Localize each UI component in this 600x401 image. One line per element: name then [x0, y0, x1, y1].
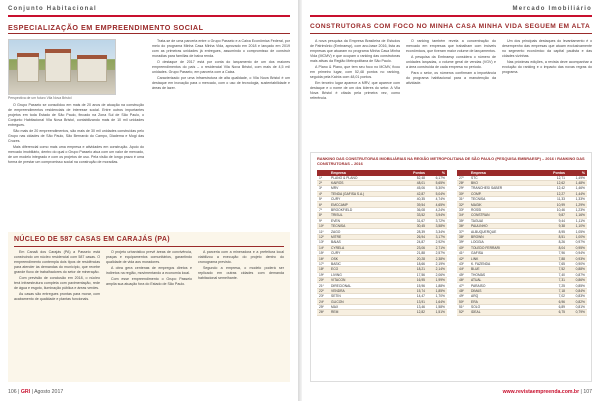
ranking-column-2 — [457, 170, 587, 316]
rank-position: 38º — [459, 234, 464, 239]
score: 42,87 — [416, 191, 425, 196]
company-name: DIMAS — [471, 288, 482, 293]
company-name: KAIRÓS — [331, 181, 344, 186]
company-name: EVEN — [331, 218, 340, 223]
rank-position: 8º — [319, 213, 323, 218]
rank-position: 20º — [319, 278, 324, 283]
company-name: MAGIK — [471, 202, 482, 207]
company-name: LINK — [471, 256, 479, 261]
paragraph: Mais diferencial como mais uma empresa e atividades em construção. Apoio do mercado imobiliário, dentro do qual o Grupo Passeio atua com um valor de mercado, de um modelo integrado e com os projetos de uso. Pela visão de longo prazo é uma forma de prestar um compromisso social na construção de moradias. — [8, 145, 144, 164]
paragraph: A Plano & Plano, que tem seu foco no MCMV, ficou em primeiro lugar, com 52,48 pontos no ranking, seguida pela Kairós com 48,01 pontos. — [310, 65, 400, 79]
percentage: 0,87% — [575, 272, 585, 277]
running-head: Mercado Imobiliário — [512, 6, 592, 12]
percentage: 0,79% — [575, 310, 585, 315]
score: 12,27 — [556, 191, 565, 196]
score: 7,52 — [558, 267, 565, 272]
company-name: DIRECIONAL — [331, 283, 352, 288]
score: 9,87 — [558, 213, 565, 218]
head-rule — [310, 15, 592, 17]
company-name: THOMÁS — [471, 272, 486, 277]
percentage: 5,30% — [435, 186, 445, 191]
score: 13,46 — [416, 305, 425, 310]
score: 18,66 — [416, 261, 425, 266]
percentage: 1,44% — [575, 191, 585, 196]
company-name: ALBUQUERQUE — [471, 229, 497, 234]
article-column-1 — [8, 103, 144, 228]
percentage: 0,86% — [575, 278, 585, 283]
score: 9,44 — [558, 218, 565, 223]
rank-position: 21º — [319, 283, 324, 288]
paragraph: Trata-se de uma parceria entre o Grupo Passeio e a Caixa Econômica Federal, por meio do programa Minha Casa Minha Vida, aprovado em 2018 e lançado em 2019 com as primeiras unidades já entregues, assumindo o compromisso de construir moradias para famílias de baixa renda. — [152, 39, 290, 58]
company-name: SETIN — [331, 294, 341, 299]
company-name: TOLEDO FERRARI — [471, 245, 500, 250]
score: 6,89 — [558, 305, 565, 310]
company-name: BKO — [471, 181, 478, 186]
company-name: BROOKFIELD — [331, 208, 353, 213]
rank-position: 45º — [459, 272, 464, 277]
percentage: 0,95% — [575, 245, 585, 250]
paragraph: A obra gera centenas de empregos diretos e indiretos na região, movimentando a economia local. — [106, 266, 192, 275]
rank-position: 14º — [319, 245, 324, 250]
rank-position: 6º — [319, 202, 323, 207]
company-name: VENDRA — [331, 288, 345, 293]
paragraph: Em terceiro lugar aparece a MRV, que aparece com destaque e o nome de um dos líderes do setor. A Vila Nova Bristol é citada pela primeira vez, como referência. — [310, 81, 400, 100]
score: 52,48 — [416, 175, 425, 180]
company-name: CURY — [331, 251, 341, 256]
rank-position: 52º — [459, 310, 464, 315]
percentage: 1,64% — [435, 299, 445, 304]
score: 7,96 — [558, 251, 565, 256]
rank-position: 12º — [319, 234, 324, 239]
paragraph: Um dos principais destaques do levantamento é o desempenho das empresas que atuam exclusivamente no segmento econômico da capital paulista e das cidades vizinhas. — [502, 39, 592, 58]
ranking-header-cell: Empresa — [471, 170, 486, 175]
score: 12,71 — [556, 175, 565, 180]
percentage: 3,34% — [435, 229, 445, 234]
score: 16,95 — [416, 278, 425, 283]
percentage: 3,94% — [435, 213, 445, 218]
article-title: ESPECIALIZAÇÃO EM EMPREENDIMENTO SOCIAL — [8, 23, 204, 32]
rank-position: 11º — [319, 229, 324, 234]
rank-position: 42º — [459, 256, 464, 261]
paragraph: O projeto urbanístico prevê áreas de convivência, praças e equipamentos comunitários, garantindo qualidade de vida aos moradores. — [106, 250, 192, 264]
ranking-header-cell: Pontos — [413, 170, 425, 175]
rank-position: 17º — [319, 261, 324, 266]
company-name: CURY — [331, 197, 341, 202]
percentage: 0,83% — [575, 294, 585, 299]
percentage: 2,57% — [435, 251, 445, 256]
box-rule — [14, 246, 284, 247]
company-name: TRISUL — [331, 213, 343, 218]
percentage: 2,71% — [435, 245, 445, 250]
rank-position: 28º — [459, 181, 464, 186]
rank-position: 19º — [319, 272, 324, 277]
score: 6,75 — [558, 310, 565, 315]
rank-position: 37º — [459, 229, 464, 234]
percentage: 1,51% — [435, 310, 445, 315]
score: 11,33 — [556, 197, 565, 202]
score: 40,35 — [416, 197, 425, 202]
company-name: ARQ — [471, 294, 479, 299]
page-number: 106 — [8, 389, 17, 395]
company-name: K. FAZENDA — [471, 261, 491, 266]
percentage: 1,16% — [575, 213, 585, 218]
rank-position: 22º — [319, 288, 324, 293]
magazine-name: GRI — [20, 389, 31, 395]
company-name: EMCCAMP — [331, 202, 348, 207]
rank-position: 9º — [319, 218, 323, 223]
rank-position: 4º — [319, 191, 323, 196]
paragraph: Para o setor, os números confirmam a importância do programa habitacional para a manutenção da atividade. — [406, 71, 496, 85]
score: 8,04 — [558, 245, 565, 250]
sidebar-box — [8, 232, 290, 382]
score: 14,47 — [416, 294, 425, 299]
percentage: 5,65% — [435, 181, 445, 186]
score: 28,39 — [416, 229, 425, 234]
score: 45,06 — [416, 186, 425, 191]
rank-position: 25º — [319, 305, 324, 310]
score: 7,65 — [558, 261, 565, 266]
rank-position: 2º — [319, 181, 323, 186]
score: 7,18 — [558, 288, 565, 293]
percentage: 2,92% — [435, 240, 445, 245]
company-name: BASIC — [331, 261, 341, 266]
percentage: 2,38% — [435, 256, 445, 261]
article-column-3 — [502, 39, 592, 147]
score: 7,25 — [558, 283, 565, 288]
company-name: ECO — [331, 267, 339, 272]
photo-caption: Perspectiva de um futuro Vila Nova Bristol — [8, 96, 72, 100]
box-title: NÚCLEO DE 587 CASAS EM CARAJÁS (PA) — [14, 236, 170, 243]
score: 33,52 — [416, 213, 425, 218]
paragraph: Caracterizado por uma infraestrutura de alta qualidade, o Vila Nova Bristol é um destaque em inovação para o mercado, com o uso de tecnologia, sustentabilidade e áreas de lazer. — [152, 76, 290, 90]
title-rule — [8, 33, 290, 34]
rank-position: 48º — [459, 288, 464, 293]
paragraph: São mais de 20 empreendimentos, são mais de 30 mil unidades construídas pelo Grupo nas cidades de São Paulo, São Bernardo do Campo, Diadema e Mogi das Cruzes. — [8, 129, 144, 143]
rank-position: 33º — [459, 208, 464, 213]
rank-position: 31º — [459, 197, 464, 202]
ranking-header-row — [317, 170, 447, 176]
box-column-2 — [106, 250, 192, 378]
score: 48,01 — [416, 181, 425, 186]
rank-position: 47º — [459, 283, 464, 288]
percentage: 0,85% — [575, 283, 585, 288]
rank-position: 18º — [319, 267, 324, 272]
percentage: 5,04% — [435, 191, 445, 196]
box-column-3 — [198, 250, 284, 378]
rank-position: 49º — [459, 294, 464, 299]
ranking-title: RANKING DAS CONSTRUTORAS IMOBILIÁRIAS NA REGIÃO METROPOLITANA DE SÃO PAULO (PESQUISA EMBRAESP) – 2016 / RANKING DAS CONSTRUTORAS – 2016 — [317, 156, 585, 166]
rank-position: 5º — [319, 197, 323, 202]
score: 15,74 — [416, 288, 425, 293]
rank-position: 16º — [319, 256, 324, 261]
score: 23,06 — [416, 245, 425, 250]
company-name: PARAÍSO — [471, 283, 486, 288]
score: 10,99 — [556, 202, 565, 207]
article-title: CONSTRUTORAS COM FOCO NO MINHA CASA MINHA VIDA SEGUEM EM ALTA — [310, 23, 591, 30]
rank-position: 46º — [459, 278, 464, 283]
company-name: LOGGIA — [471, 240, 484, 245]
company-name: IDEAL — [471, 310, 481, 315]
score: 8,26 — [558, 240, 565, 245]
score: 10,46 — [556, 208, 565, 213]
percentage: 0,93% — [575, 256, 585, 261]
photo-residential-complex — [8, 39, 116, 95]
paragraph: A nova pesquisa da Empresa Brasileira de Estudos de Patrimônio (Embraesp), com ano-base 2016, lista as empresas que atuaram no programa Minha Casa Minha Vida (MCMV) e que ocupam o ranking das construtoras mais ativas da Região Metropolitana de São Paulo. — [310, 39, 400, 63]
paragraph: O destaque de 2017 está por conta do lançamento de um dos maiores empreendimentos do país – o residencial Vila Nova Bristol, com mais de 4,5 mil unidades. Grupo Passeio, em parceria com a Caixa. — [152, 60, 290, 74]
percentage: 0,84% — [575, 288, 585, 293]
percentage: 4,74% — [435, 197, 445, 202]
company-name: TAGUAÍ — [471, 218, 484, 223]
ranking-table — [310, 152, 592, 382]
percentage: 6,17% — [435, 175, 445, 180]
ranking-column-1 — [317, 170, 447, 316]
ranking-row — [317, 310, 447, 315]
paragraph: Segundo a empresa, o modelo poderá ser replicado em outras cidades com demanda habitacional semelhante. — [198, 266, 284, 280]
paragraph: O Grupo Passeio se consolidou em mais de 20 anos de atuação na construção de empreendimentos residenciais de interesse social. Entre outros importantes projetos em toda Estado de São Paulo, fincado na Zona Sul de São Paulo, o Conjunto Habitacional Vila Nova Bristol, contabilizando mais de 10 mil unidades entregues. — [8, 103, 144, 127]
rank-position: 13º — [319, 240, 324, 245]
percentage: 1,49% — [575, 175, 585, 180]
rank-position: 35º — [459, 218, 464, 223]
company-name: GAFISA — [471, 251, 484, 256]
score: 13,91 — [416, 299, 425, 304]
company-name: GLICON — [331, 299, 344, 304]
rank-position: 41º — [459, 251, 464, 256]
paragraph: Com previsão de conclusão em 2018, o núcleo terá infraestrutura completa com pavimentação, rede de água e esgoto, iluminação pública e áreas verdes. — [14, 276, 100, 290]
paragraph: A parceria com a mineradora e a prefeitura local viabilizou a execução do projeto dentro do cronograma previsto. — [198, 250, 284, 264]
company-name: COMP. — [471, 191, 482, 196]
rank-position: 24º — [319, 299, 324, 304]
company-name: TECNISA — [471, 197, 486, 202]
company-name: REM — [331, 310, 339, 315]
ranking-header-row — [457, 170, 587, 176]
company-name: MAX — [331, 305, 339, 310]
rank-position: 27º — [459, 175, 464, 180]
score: 12,62 — [556, 181, 565, 186]
percentage: 3,72% — [435, 218, 445, 223]
percentage: 1,85% — [435, 288, 445, 293]
rank-position: 26º — [319, 310, 324, 315]
score: 36,08 — [416, 208, 425, 213]
percentage: 1,70% — [435, 294, 445, 299]
percentage: 1,00% — [575, 234, 585, 239]
company-name: STC — [471, 175, 478, 180]
company-name: CYRELA — [331, 245, 345, 250]
percentage: 1,58% — [435, 305, 445, 310]
rank-position: 3º — [319, 186, 323, 191]
score: 18,21 — [416, 267, 425, 272]
ranking-header-cell: % — [441, 170, 445, 175]
rank-position: 39º — [459, 240, 464, 245]
score: 9,38 — [558, 224, 565, 229]
percentage: 1,99% — [435, 278, 445, 283]
score: 7,31 — [558, 278, 565, 283]
percentage: 1,33% — [575, 197, 585, 202]
company-name: ZAGO — [331, 229, 341, 234]
left-page — [0, 0, 298, 401]
percentage: 0,94% — [575, 251, 585, 256]
article-column-2 — [152, 39, 290, 228]
percentage: 1,48% — [575, 181, 585, 186]
percentage: 2,19% — [435, 261, 445, 266]
score: 8,95 — [558, 229, 565, 234]
score: 30,45 — [416, 224, 425, 229]
paragraph: Com esse empreendimento o Grupo Passeio amplia sua atuação fora do Estado de São Paulo. — [106, 277, 192, 286]
company-name: BROWN — [471, 234, 484, 239]
title-rule — [310, 33, 592, 34]
company-name: SOLO — [471, 305, 481, 310]
score: 15,96 — [416, 283, 425, 288]
company-name: VITACON — [331, 278, 346, 283]
percentage: 1,10% — [575, 224, 585, 229]
percentage: 0,97% — [575, 240, 585, 245]
rank-position: 1º — [319, 175, 323, 180]
score: 8,51 — [558, 234, 565, 239]
percentage: 1,29% — [575, 202, 585, 207]
company-name: BAIAS — [331, 240, 341, 245]
percentage: 0,82% — [575, 299, 585, 304]
page-footer: www.revistaempreenda.com.br | 107 — [502, 389, 592, 395]
rank-position: 15º — [319, 251, 324, 256]
right-page — [302, 0, 600, 401]
score: 12,82 — [416, 310, 425, 315]
rank-position: 40º — [459, 245, 464, 250]
ranking-header-cell: Empresa — [331, 170, 346, 175]
percentage: 2,14% — [435, 267, 445, 272]
score: 12,42 — [556, 186, 565, 191]
rank-position: 51º — [459, 305, 464, 310]
score: 24,87 — [416, 240, 425, 245]
paragraph: Em Canaã dos Carajás (PA) a Passeio está construindo um núcleo residencial com 587 casas. O empreendimento contempla dois tipos de residências para atender às demandas do município, que recebe grande fluxo de trabalhadores do setor de mineração. — [14, 250, 100, 274]
website-link[interactable]: www.revistaempreenda.com.br — [502, 389, 580, 395]
page-footer: 106 | GRI | Agosto 2017 — [8, 389, 64, 395]
rank-position: 23º — [319, 294, 324, 299]
head-rule — [8, 15, 290, 17]
rank-position: 44º — [459, 267, 464, 272]
score: 21,88 — [416, 251, 425, 256]
percentage: 1,05% — [575, 229, 585, 234]
percentage: 0,81% — [575, 305, 585, 310]
company-name: MRV — [331, 186, 339, 191]
percentage: 4,65% — [435, 202, 445, 207]
paragraph: Nas próximas edições, a revista deve acompanhar a evolução do ranking e o impacto das novas regras do programa. — [502, 60, 592, 74]
percentage: 0,90% — [575, 261, 585, 266]
score: 31,67 — [416, 218, 425, 223]
score: 39,54 — [416, 202, 425, 207]
company-name: PAULINHO — [471, 224, 488, 229]
company-name: ERA — [471, 299, 478, 304]
percentage: 2,06% — [435, 272, 445, 277]
company-name: OSK — [331, 256, 338, 261]
company-name: ROSSI — [471, 208, 482, 213]
score: 7,02 — [558, 294, 565, 299]
rank-position: 7º — [319, 208, 323, 213]
company-name: TRANCHESI SABER — [471, 186, 503, 191]
rank-position: 29º — [459, 186, 464, 191]
company-name: TECNISA — [331, 224, 346, 229]
percentage: 3,17% — [435, 234, 445, 239]
rank-position: 50º — [459, 299, 464, 304]
running-head: Conjunto Habitacional — [8, 6, 97, 12]
ranking-header-cell: Pontos — [553, 170, 565, 175]
rank-position: 30º — [459, 191, 464, 196]
percentage: 1,46% — [575, 186, 585, 191]
score: 7,88 — [558, 256, 565, 261]
score: 6,96 — [558, 299, 565, 304]
percentage: 1,23% — [575, 208, 585, 213]
paragraph: As casas são entregues prontas para morar, com acabamento de qualidade e plantas funcionais. — [14, 292, 100, 301]
rank-position: 36º — [459, 224, 464, 229]
company-name: LIVING — [331, 272, 342, 277]
ranking-row — [457, 310, 587, 315]
percentage: 0,88% — [575, 267, 585, 272]
score: 20,28 — [416, 256, 425, 261]
box-column-1 — [14, 250, 100, 378]
company-name: BLUE — [471, 267, 480, 272]
percentage: 3,58% — [435, 224, 445, 229]
percentage: 1,88% — [435, 283, 445, 288]
company-name: ATUAL — [471, 278, 482, 283]
rank-position: 10º — [319, 224, 324, 229]
article-column-2 — [406, 39, 496, 147]
rank-position: 43º — [459, 261, 464, 266]
company-name: CONSTRAN — [471, 213, 490, 218]
paragraph: O ranking também revela a concentração do mercado em empresas que trabalham com imóveis econômicos, que tiveram maior volume de lançamentos. — [406, 39, 496, 53]
rank-position: 32º — [459, 202, 464, 207]
company-name: TENDA (GAFISA S.A.) — [331, 191, 365, 196]
rank-position: 34º — [459, 213, 464, 218]
company-name: MITRE — [331, 234, 342, 239]
score: 7,40 — [558, 272, 565, 277]
company-name: PLANO & PLANO — [331, 175, 358, 180]
paragraph: A pesquisa da Embraesp considera o número de unidades lançadas, o volume geral de vendas (VGV) e a área construída de cada empresa no período. — [406, 55, 496, 69]
article-column-1 — [310, 39, 400, 147]
ranking-header-cell: % — [581, 170, 585, 175]
score: 26,94 — [416, 234, 425, 239]
score: 17,56 — [416, 272, 425, 277]
page-number: 107 — [583, 389, 592, 395]
percentage: 4,24% — [435, 208, 445, 213]
issue-date: Agosto 2017 — [34, 389, 64, 395]
percentage: 1,11% — [575, 218, 585, 223]
